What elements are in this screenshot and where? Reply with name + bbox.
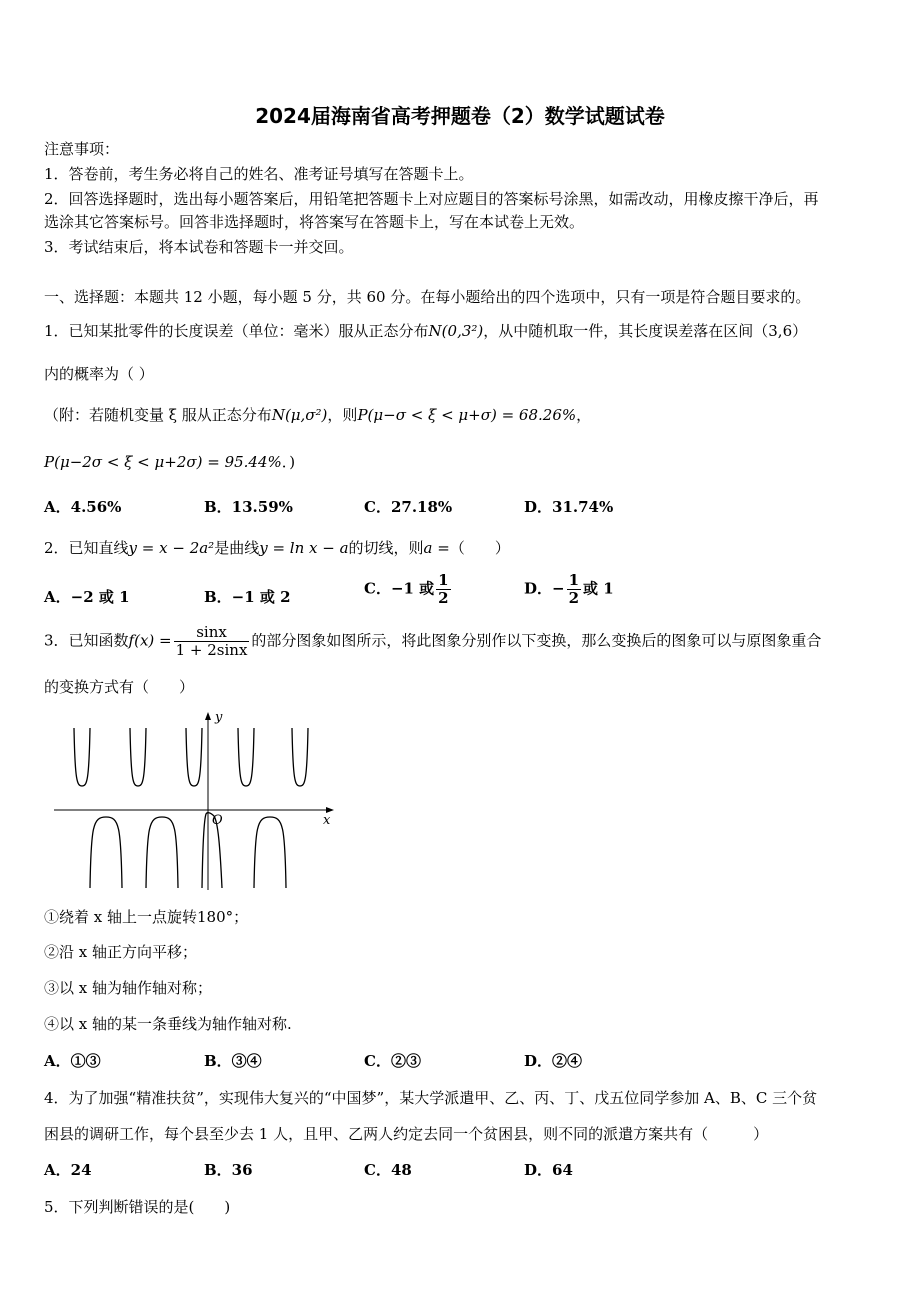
- q4-stem: 4．为了加强“精准扶贫”，实现伟大复兴的“中国梦”，某大学派遣甲、乙、丙、丁、戊五位同学参加 A、B、C 三个贫: [44, 1089, 818, 1107]
- q3-transform-4: ④以 x 轴的某一条垂线为轴作轴对称.: [44, 1015, 292, 1033]
- graph-curves: [74, 728, 308, 888]
- q1-math: N(0,3²): [428, 322, 484, 340]
- q3-function-graph: [48, 706, 348, 892]
- q3-option-a[interactable]: A．①③: [44, 1052, 101, 1070]
- q4-option-a[interactable]: A．24: [44, 1161, 92, 1179]
- q3-transform-1: ①绕着 x 轴上一点旋转180°；: [44, 908, 249, 926]
- notice-item: 1．答卷前，考生务必将自己的姓名、准考证号填写在答题卡上。: [44, 165, 474, 183]
- q1-note-line2: P(μ−2σ < ξ < μ+2σ) = 95.44%．): [44, 453, 296, 471]
- notice-item: 3．考试结束后，将本试卷和答题卡一并交回。: [44, 238, 354, 256]
- q4-stem-line2: 困县的调研工作，每个县至少去 1 人，且甲、乙两人约定去同一个贫困县，则不同的派遣方案共有（ ）: [44, 1125, 769, 1143]
- q1-stem-line2: 内的概率为（ ）: [44, 365, 154, 383]
- y-axis-arrow: [205, 712, 211, 720]
- page-title: 2024届海南省高考押题卷（2）数学试题试卷: [255, 104, 665, 128]
- notice-item: 2．回答选择题时，选出每小题答案后，用铅笔把答题卡上对应题目的答案标号涂黑，如需改动，用橡皮擦干净后，再: [44, 190, 819, 208]
- q3-stem-line2: 的变换方式有（ ）: [44, 678, 195, 696]
- q2-option-b[interactable]: B．−1 或 2: [204, 588, 291, 606]
- q2-option-c[interactable]: C．−1 或 $\frac{1}{2}$: [364, 571, 449, 607]
- q3-transform-3: ③以 x 轴为轴作轴对称；: [44, 979, 212, 997]
- section-heading: 一、选择题：本题共 12 小题，每小题 5 分，共 60 分。在每小题给出的四个选项中，只有一项是符合题目要求的。: [44, 288, 811, 306]
- x-axis-label: x: [323, 813, 331, 828]
- notice-heading: 注意事项：: [44, 140, 120, 158]
- notice-item: 选涂其它答案标号。回答非选择题时，将答案写在答题卡上，写在本试卷上无效。: [44, 213, 585, 231]
- q4-option-d[interactable]: D．64: [524, 1161, 573, 1179]
- q2-option-d[interactable]: D．− $\frac{1}{2}$ 或 1: [524, 571, 614, 607]
- q5-stem: 5．下列判断错误的是( ): [44, 1198, 231, 1216]
- q1-option-c[interactable]: C．27.18%: [364, 498, 453, 516]
- q2-option-a[interactable]: A．−2 或 1: [44, 588, 130, 606]
- q2-stem: 2．已知直线y = x − 2a²是曲线y = ln x − a的切线，则a =（ ）: [44, 539, 510, 557]
- q1-note: （附：若随机变量 ξ 服从正态分布N(μ,σ²)，则P(μ−σ < ξ < μ+σ) = 68.26%，: [44, 406, 592, 424]
- q3-option-d[interactable]: D．②④: [524, 1052, 583, 1070]
- q3-stem: 3．已知函数f(x) = $\frac{\sin x}{1 + 2\sin x}$ 的部分图象如图所示，将此图象分别作以下变换，那么变换后的图象可以与原图象重合: [44, 623, 822, 659]
- q4-option-c[interactable]: C．48: [364, 1161, 412, 1179]
- q3-option-b[interactable]: B．③④: [204, 1052, 262, 1070]
- q1-option-b[interactable]: B．13.59%: [204, 498, 293, 516]
- q3-option-c[interactable]: C．②③: [364, 1052, 421, 1070]
- q3-transform-2: ②沿 x 轴正方向平移；: [44, 943, 197, 961]
- q1-stem: 1．已知某批零件的长度误差（单位：毫米）服从正态分布N(0,3²)，从中随机取一件，其长度误差落在区间（3,6）: [44, 322, 808, 340]
- origin-label: O: [212, 813, 223, 828]
- q1-option-a[interactable]: A．4.56%: [44, 498, 122, 516]
- y-axis-label: y: [215, 710, 223, 725]
- q1-option-d[interactable]: D．31.74%: [524, 498, 614, 516]
- q4-option-b[interactable]: B．36: [204, 1161, 253, 1179]
